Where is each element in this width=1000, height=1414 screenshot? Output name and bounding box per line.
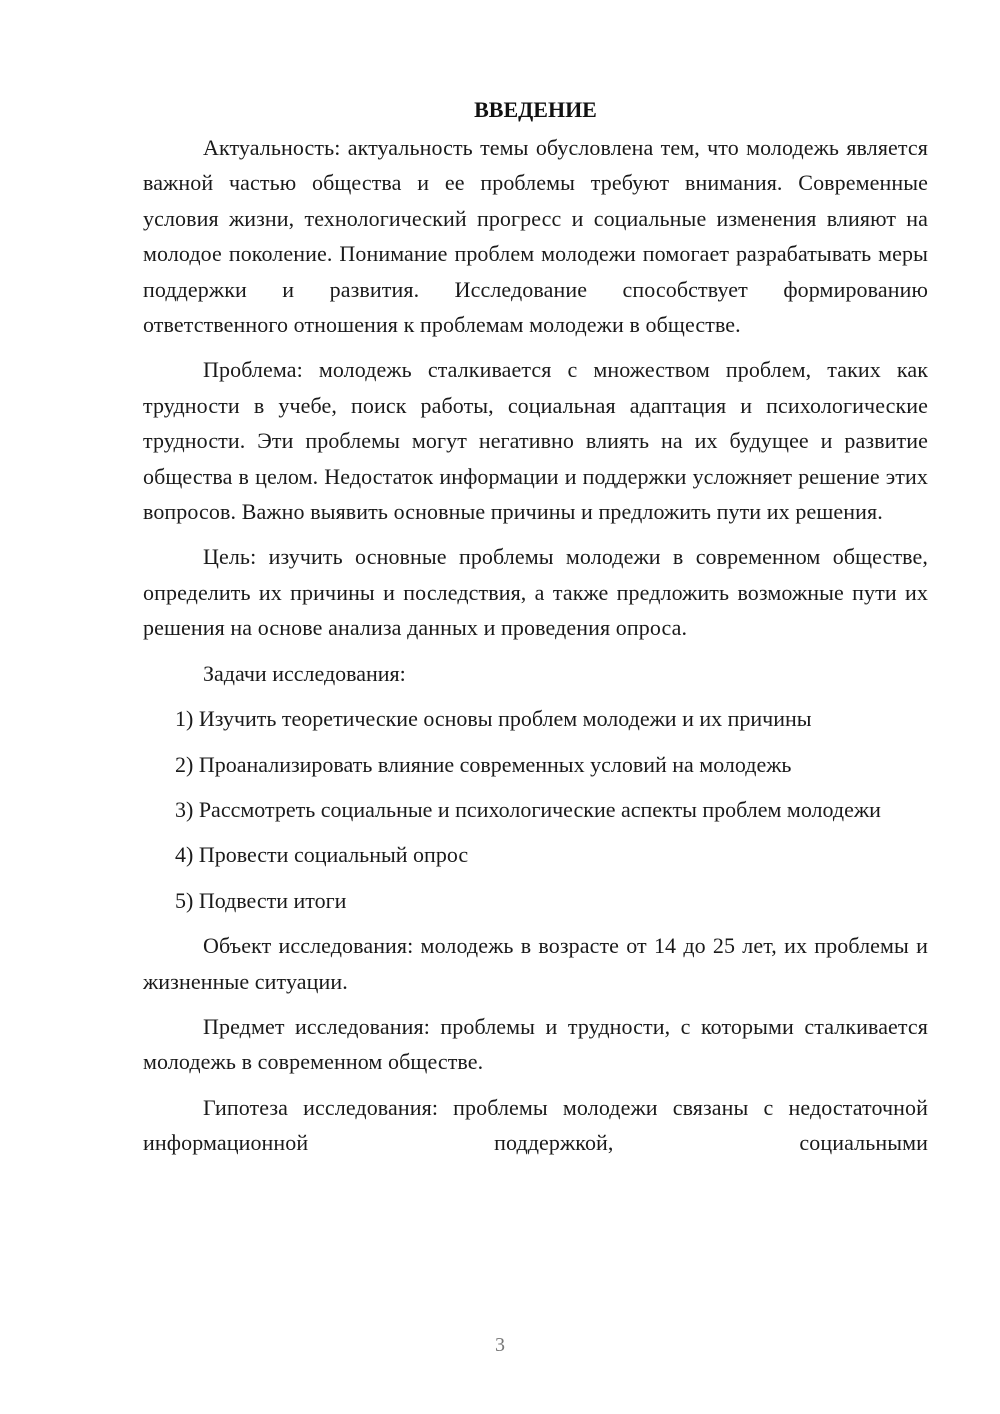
task-item-4: 4) Провести социальный опрос <box>175 842 469 868</box>
paragraph-problem: Проблема: молодежь сталкивается с множеством проблем, таких как трудности в учебе, поиск работы, социальная адаптация и психологические трудности. Эти проблемы могут негативно влиять на их будущее и развитие общества в целом. Недостаток информации и поддержки усложняет решение этих вопросов. Важно выявить основные причины и предложить пути их решения. <box>143 357 928 525</box>
paragraph-object: Объект исследования: молодежь в возрасте от 14 до 25 лет, их проблемы и жизненные ситуации. <box>143 933 928 994</box>
paragraph-hypothesis: Гипотеза исследования: проблемы молодежи связаны с недостаточной информационной поддержкой, социальными <box>143 1094 928 1156</box>
tasks-heading: Задачи исследования: <box>203 660 406 686</box>
paragraph-subject: Предмет исследования: проблемы и трудности, с которыми сталкивается молодежь в современном обществе. <box>143 1013 928 1075</box>
paragraph-relevance: Актуальность: актуальность темы обусловлена тем, что молодежь является важной частью общества и ее проблемы требуют внимания. Современные условия жизни, технологический прогресс и социальные изменения влияют на молодое поколение. Понимание проблем молодежи помогает разрабатывать меры поддержки и развития. Исследование способствует формированию ответственного отношения к проблемам молодежи в обществе. <box>143 135 928 338</box>
section-title: ВВЕДЕНИЕ <box>474 97 597 122</box>
task-item-2: 2) Проанализировать влияние современных условий на молодежь <box>175 751 792 777</box>
page-number: 3 <box>495 1334 505 1356</box>
task-item-1: 1) Изучить теоретические основы проблем молодежи и их причины <box>175 706 812 732</box>
task-item-3: 3) Рассмотреть социальные и психологические аспекты проблем молодежи <box>175 796 881 822</box>
paragraph-goal: Цель: изучить основные проблемы молодежи в современном обществе, определить их причины и последствия, а также предложить возможные пути их решения на основе анализа данных и проведения опроса. <box>143 544 928 641</box>
task-item-5: 5) Подвести итоги <box>175 887 347 913</box>
document-page <box>143 92 928 1161</box>
